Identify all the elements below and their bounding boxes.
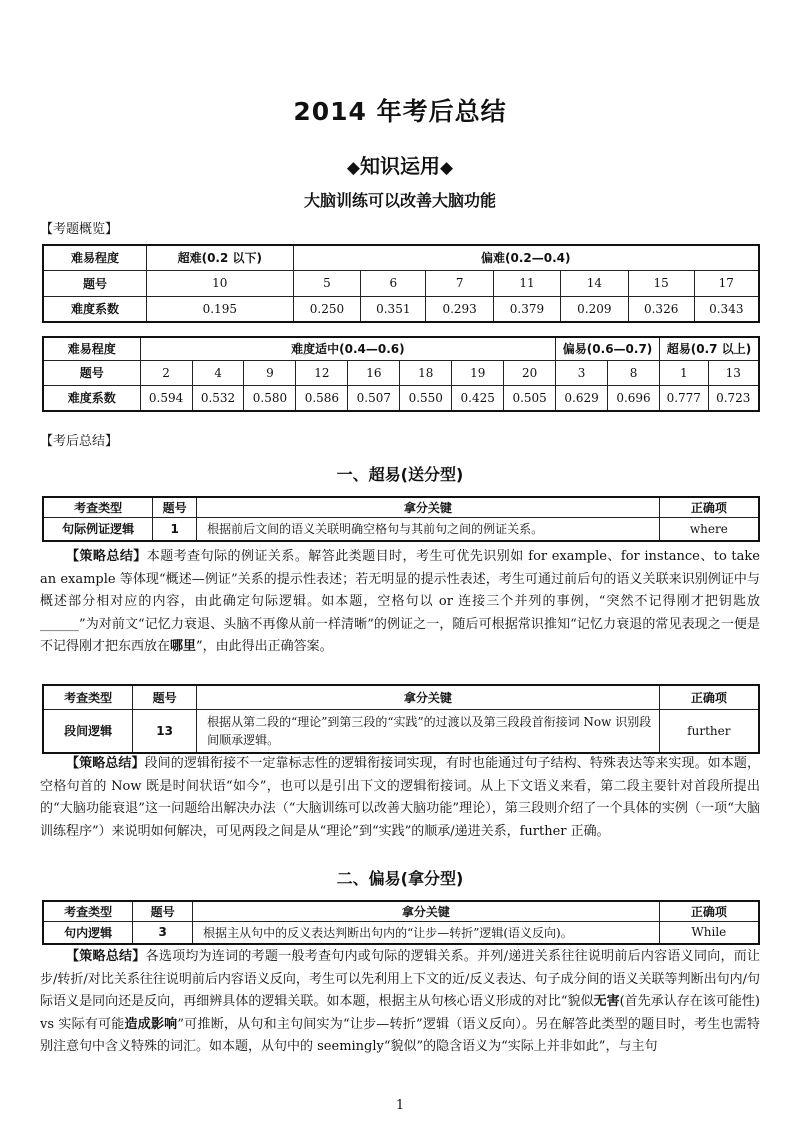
question-number: 1 <box>659 360 708 385</box>
page-number: 1 <box>395 1098 405 1113</box>
difficulty-coefficient: 0.195 <box>147 296 293 322</box>
question-number: 3 <box>133 921 193 944</box>
difficulty-coefficient: 0.351 <box>361 296 426 322</box>
correct-answer: where <box>659 517 759 541</box>
question-type: 句际例证逻辑 <box>43 517 153 541</box>
difficulty-coefficient: 0.326 <box>628 296 694 322</box>
column-header: 正确项 <box>659 497 759 517</box>
column-header: 拿分关键 <box>197 685 660 709</box>
strategy-text: ”，由此得出正确答案。 <box>196 639 333 654</box>
column-header: 拿分关键 <box>193 901 660 921</box>
difficulty-coefficient: 0.425 <box>452 385 504 411</box>
difficulty-table-2 <box>42 336 760 412</box>
difficulty-coefficient: 0.586 <box>296 385 348 411</box>
question-number: 6 <box>361 270 426 296</box>
difficulty-coefficient: 0.343 <box>694 296 759 322</box>
row-label: 题号 <box>43 270 147 296</box>
subtitle-text: 知识运用 <box>360 154 440 178</box>
section-subtitle <box>0 150 800 179</box>
difficulty-coefficient: 0.379 <box>494 296 561 322</box>
difficulty-coefficient: 0.293 <box>426 296 494 322</box>
difficulty-coefficient: 0.550 <box>400 385 452 411</box>
strategy-text: 本题考查句际的例证关系。解答此类题目时，考生可优先识别如 for example、for instance、to take an example 等体现“概述—例证”关系的提示性表述；若无明显的提示性表述，考生可通过前后句的语义关联来识别例证中与概述部分相对应的内容，由此确定句际逻辑。如本题，空格句以 or 连接三个并列的事例，“突然不记得刚才把钥匙放______”为对前文“记忆力衰退、头脑不再像从前一样清晰”的例证之一，随后可根据常识推知“记忆力衰退的常见表现之一便是不记得刚才把东西放在 <box>40 549 760 654</box>
emphasis-text: 造成影响 <box>124 1016 178 1032</box>
analysis-table-c <box>42 900 760 945</box>
difficulty-coefficient: 0.594 <box>140 385 192 411</box>
row-label: 难易程度 <box>43 337 140 360</box>
question-number: 1 <box>153 517 197 541</box>
analysis-table-a <box>42 496 760 542</box>
difficulty-coefficient: 0.250 <box>293 296 361 322</box>
column-header: 拿分关键 <box>197 497 660 517</box>
row-label: 难度系数 <box>43 385 140 411</box>
question-number: 9 <box>244 360 296 385</box>
group-header: 偏难(0.2—0.4) <box>293 245 759 270</box>
group-header: 超易(0.7 以上) <box>659 337 759 360</box>
question-number: 14 <box>560 270 628 296</box>
question-number: 12 <box>296 360 348 385</box>
difficulty-table-1 <box>42 244 760 323</box>
difficulty-coefficient: 0.629 <box>556 385 608 411</box>
difficulty-coefficient: 0.209 <box>560 296 628 322</box>
question-number: 17 <box>694 270 759 296</box>
diamond-icon: ◆ <box>346 158 360 178</box>
question-number: 4 <box>192 360 244 385</box>
column-header: 题号 <box>133 901 193 921</box>
column-header: 题号 <box>153 497 197 517</box>
emphasis-text: 无害 <box>593 994 620 1009</box>
overview-label: 【考题概览】 <box>40 222 119 237</box>
correct-answer: further <box>659 709 759 753</box>
summary-label: 【考后总结】 <box>40 434 119 449</box>
difficulty-coefficient: 0.507 <box>348 385 400 411</box>
strategy-text: ”可推断，从句和主句间实为“让步—转折”逻辑（语义反向）。另在解答此类型的题目时，考生也需特别注意句中含义特殊的词汇。如本题，从句中的 seemingly“貌似”的隐含语义为“实际上并非如此”，与主句 <box>40 1016 760 1054</box>
article-title: 大脑训练可以改善大脑功能 <box>303 191 496 210</box>
question-number: 13 <box>708 360 759 385</box>
question-number: 5 <box>293 270 361 296</box>
section-title-easy: 一、超易(送分型) <box>336 465 464 484</box>
question-number: 8 <box>608 360 660 385</box>
strategy-paragraph-c <box>40 946 760 1059</box>
question-number: 7 <box>426 270 494 296</box>
difficulty-coefficient: 0.696 <box>608 385 660 411</box>
strategy-paragraph-a <box>40 546 760 659</box>
section-title-moderate: 二、偏易(拿分型) <box>336 869 464 888</box>
row-label: 难易程度 <box>43 245 147 270</box>
question-number: 18 <box>400 360 452 385</box>
question-number: 10 <box>147 270 293 296</box>
page-title: 2014 年考后总结 <box>293 97 507 126</box>
group-header: 难度适中(0.4—0.6) <box>140 337 556 360</box>
strategy-text: 各选项均为连词的考题一般考查句内或句际的逻辑关系。并列/递进关系往往说明前后内容语义同向，而让步/转折/对比关系往往说明前后内容语义反向，考生可以先利用上下文的近/反义表达、句子成分间的语义关联等判断出句内/句际语义是同向还是反向，再细辨具体的逻辑关联。如本题，根据主从句核心语义形成的对比“貌似 <box>40 949 760 1009</box>
column-header: 题号 <box>133 685 197 709</box>
question-type: 句内逻辑 <box>43 921 133 944</box>
group-header: 超难(0.2 以下) <box>147 245 293 270</box>
row-label: 难度系数 <box>43 296 147 322</box>
question-number: 20 <box>504 360 556 385</box>
strategy-text: 段间的逻辑衔接不一定靠标志性的逻辑衔接词实现，有时也能通过句子结构、特殊表达等来实现。如本题，空格句首的 Now 既是时间状语“如今”，也可以是引出下文的逻辑衔接词。从上下文语义来看，第二段主要针对首段所提出的“大脑功能衰退”这一问题给出解决办法（“大脑训练可以改善大脑功能”理论），第三段则介绍了一个具体的实例（一项“大脑训练程序”）来说明如何解决，可见两段之间是从“理论”到“实践”的顺承/递进关系，further 正确。 <box>40 756 760 839</box>
strategy-paragraph-b <box>40 753 760 843</box>
key-point: 根据从第二段的“理论”到第三段的“实践”的过渡以及第三段段首衔接词 Now 识别段间顺承逻辑。 <box>197 709 660 753</box>
diamond-icon: ◆ <box>440 158 454 178</box>
strategy-tag: 【策略总结】 <box>66 756 145 771</box>
correct-answer: While <box>659 921 759 944</box>
group-header: 偏易(0.6—0.7) <box>556 337 660 360</box>
question-number: 2 <box>140 360 192 385</box>
difficulty-coefficient: 0.532 <box>192 385 244 411</box>
key-point: 根据前后文间的语义关联明确空格句与其前句之间的例证关系。 <box>197 517 660 541</box>
column-header: 正确项 <box>659 685 759 709</box>
question-number: 13 <box>133 709 197 753</box>
question-type: 段间逻辑 <box>43 709 133 753</box>
difficulty-coefficient: 0.777 <box>659 385 708 411</box>
question-number: 11 <box>494 270 561 296</box>
key-point: 根据主从句中的反义表达判断出句内的“让步—转折”逻辑(语义反向)。 <box>193 921 660 944</box>
column-header: 考查类型 <box>43 685 133 709</box>
emphasis-text: 哪里 <box>170 639 197 654</box>
column-header: 考查类型 <box>43 901 133 921</box>
difficulty-coefficient: 0.723 <box>708 385 759 411</box>
difficulty-coefficient: 0.505 <box>504 385 556 411</box>
strategy-tag: 【策略总结】 <box>66 549 147 564</box>
strategy-text: (首先承认存在该可能性) vs 实际有可能 <box>40 994 760 1032</box>
column-header: 考查类型 <box>43 497 153 517</box>
question-number: 19 <box>452 360 504 385</box>
question-number: 15 <box>628 270 694 296</box>
strategy-tag: 【策略总结】 <box>66 949 146 964</box>
column-header: 正确项 <box>659 901 759 921</box>
row-label: 题号 <box>43 360 140 385</box>
difficulty-coefficient: 0.580 <box>244 385 296 411</box>
question-number: 3 <box>556 360 608 385</box>
question-number: 16 <box>348 360 400 385</box>
analysis-table-b <box>42 684 760 754</box>
